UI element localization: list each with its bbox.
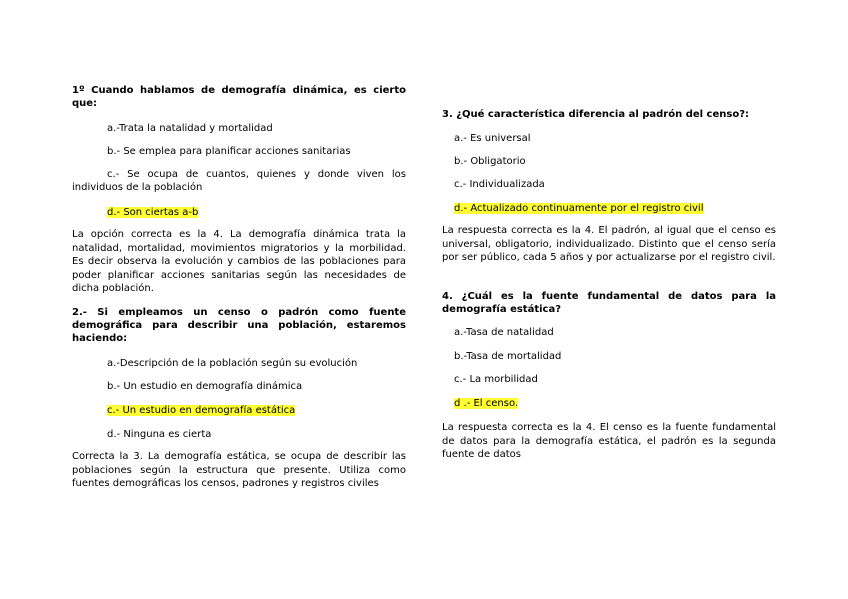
question-4-option-a: a.-Tasa de natalidad [454,327,554,338]
highlighted-answer: d.- Son ciertas a-b [107,207,199,218]
question-2-explanation: Correcta la 3. La demografía estática, se ocupa de describir las poblaciones según la estructura que presente. Utiliza como fuentes demográficas los censos, padrones y registros civiles [72,451,406,489]
question-2-option-a: a.-Descripción de la población según su evolución [107,358,358,369]
question-4-title: 4. ¿Cuál es la fuente fundamental de datos para la demografía estática? [442,291,776,315]
question-4-option-d [454,397,518,410]
question-1-explanation: La opción correcta es la 4. La demografía dinámica trata la natalidad, mortalidad, movimientos migratorios y la morbilidad. Es decir observa la evolución y cambios de las poblaciones para poder planificar acciones sanitarias según las necesidades de dicha población. [72,229,406,294]
question-1-option-a: a.-Trata la natalidad y mortalidad [107,123,273,134]
highlighted-answer: d.- Actualizado continuamente por el registro civil [454,203,704,214]
question-1-title: 1º Cuando hablamos de demografía dinámica, es cierto que: [72,85,406,109]
question-3-option-d [454,202,704,215]
question-4-option-b: b.-Tasa de mortalidad [454,351,562,362]
question-2-option-b: b.- Un estudio en demografía dinámica [107,381,303,392]
question-4-explanation: La respuesta correcta es la 4. El censo es la fuente fundamental de datos para la demografía estática, el padrón es la segunda fuente de datos [442,422,776,460]
question-3-title: 3. ¿Qué característica diferencia al padrón del censo?: [442,109,750,120]
question-3-option-b: b.- Obligatorio [454,156,526,167]
question-3-explanation: La respuesta correcta es la 4. El padrón, al igual que el censo es universal, obligatorio, individualizado. Distinto que el censo sería por ser público, cada 5 años y por actualizarse por el registro civil. [442,225,776,263]
question-1-option-d [107,206,198,219]
question-3-option-c: c.- Individualizada [454,179,545,190]
question-3-option-a: a.- Es universal [454,133,531,144]
question-2-title: 2.- Si empleamos un censo o padrón como fuente demográfica para describir una población, estaremos haciendo: [72,307,406,344]
question-1-option-c: c.- Se ocupa de cuantos, quienes y donde viven los individuos de la población [72,169,406,193]
highlighted-answer: d .- El censo. [454,398,519,409]
question-4-option-c: c.- La morbilidad [454,374,538,385]
highlighted-answer: c.- Un estudio en demografía estática [107,405,296,416]
question-1-option-b: b.- Se emplea para planificar acciones sanitarias [107,146,351,157]
question-2-option-d: d.- Ninguna es cierta [107,429,212,440]
question-2-option-c [107,404,295,417]
